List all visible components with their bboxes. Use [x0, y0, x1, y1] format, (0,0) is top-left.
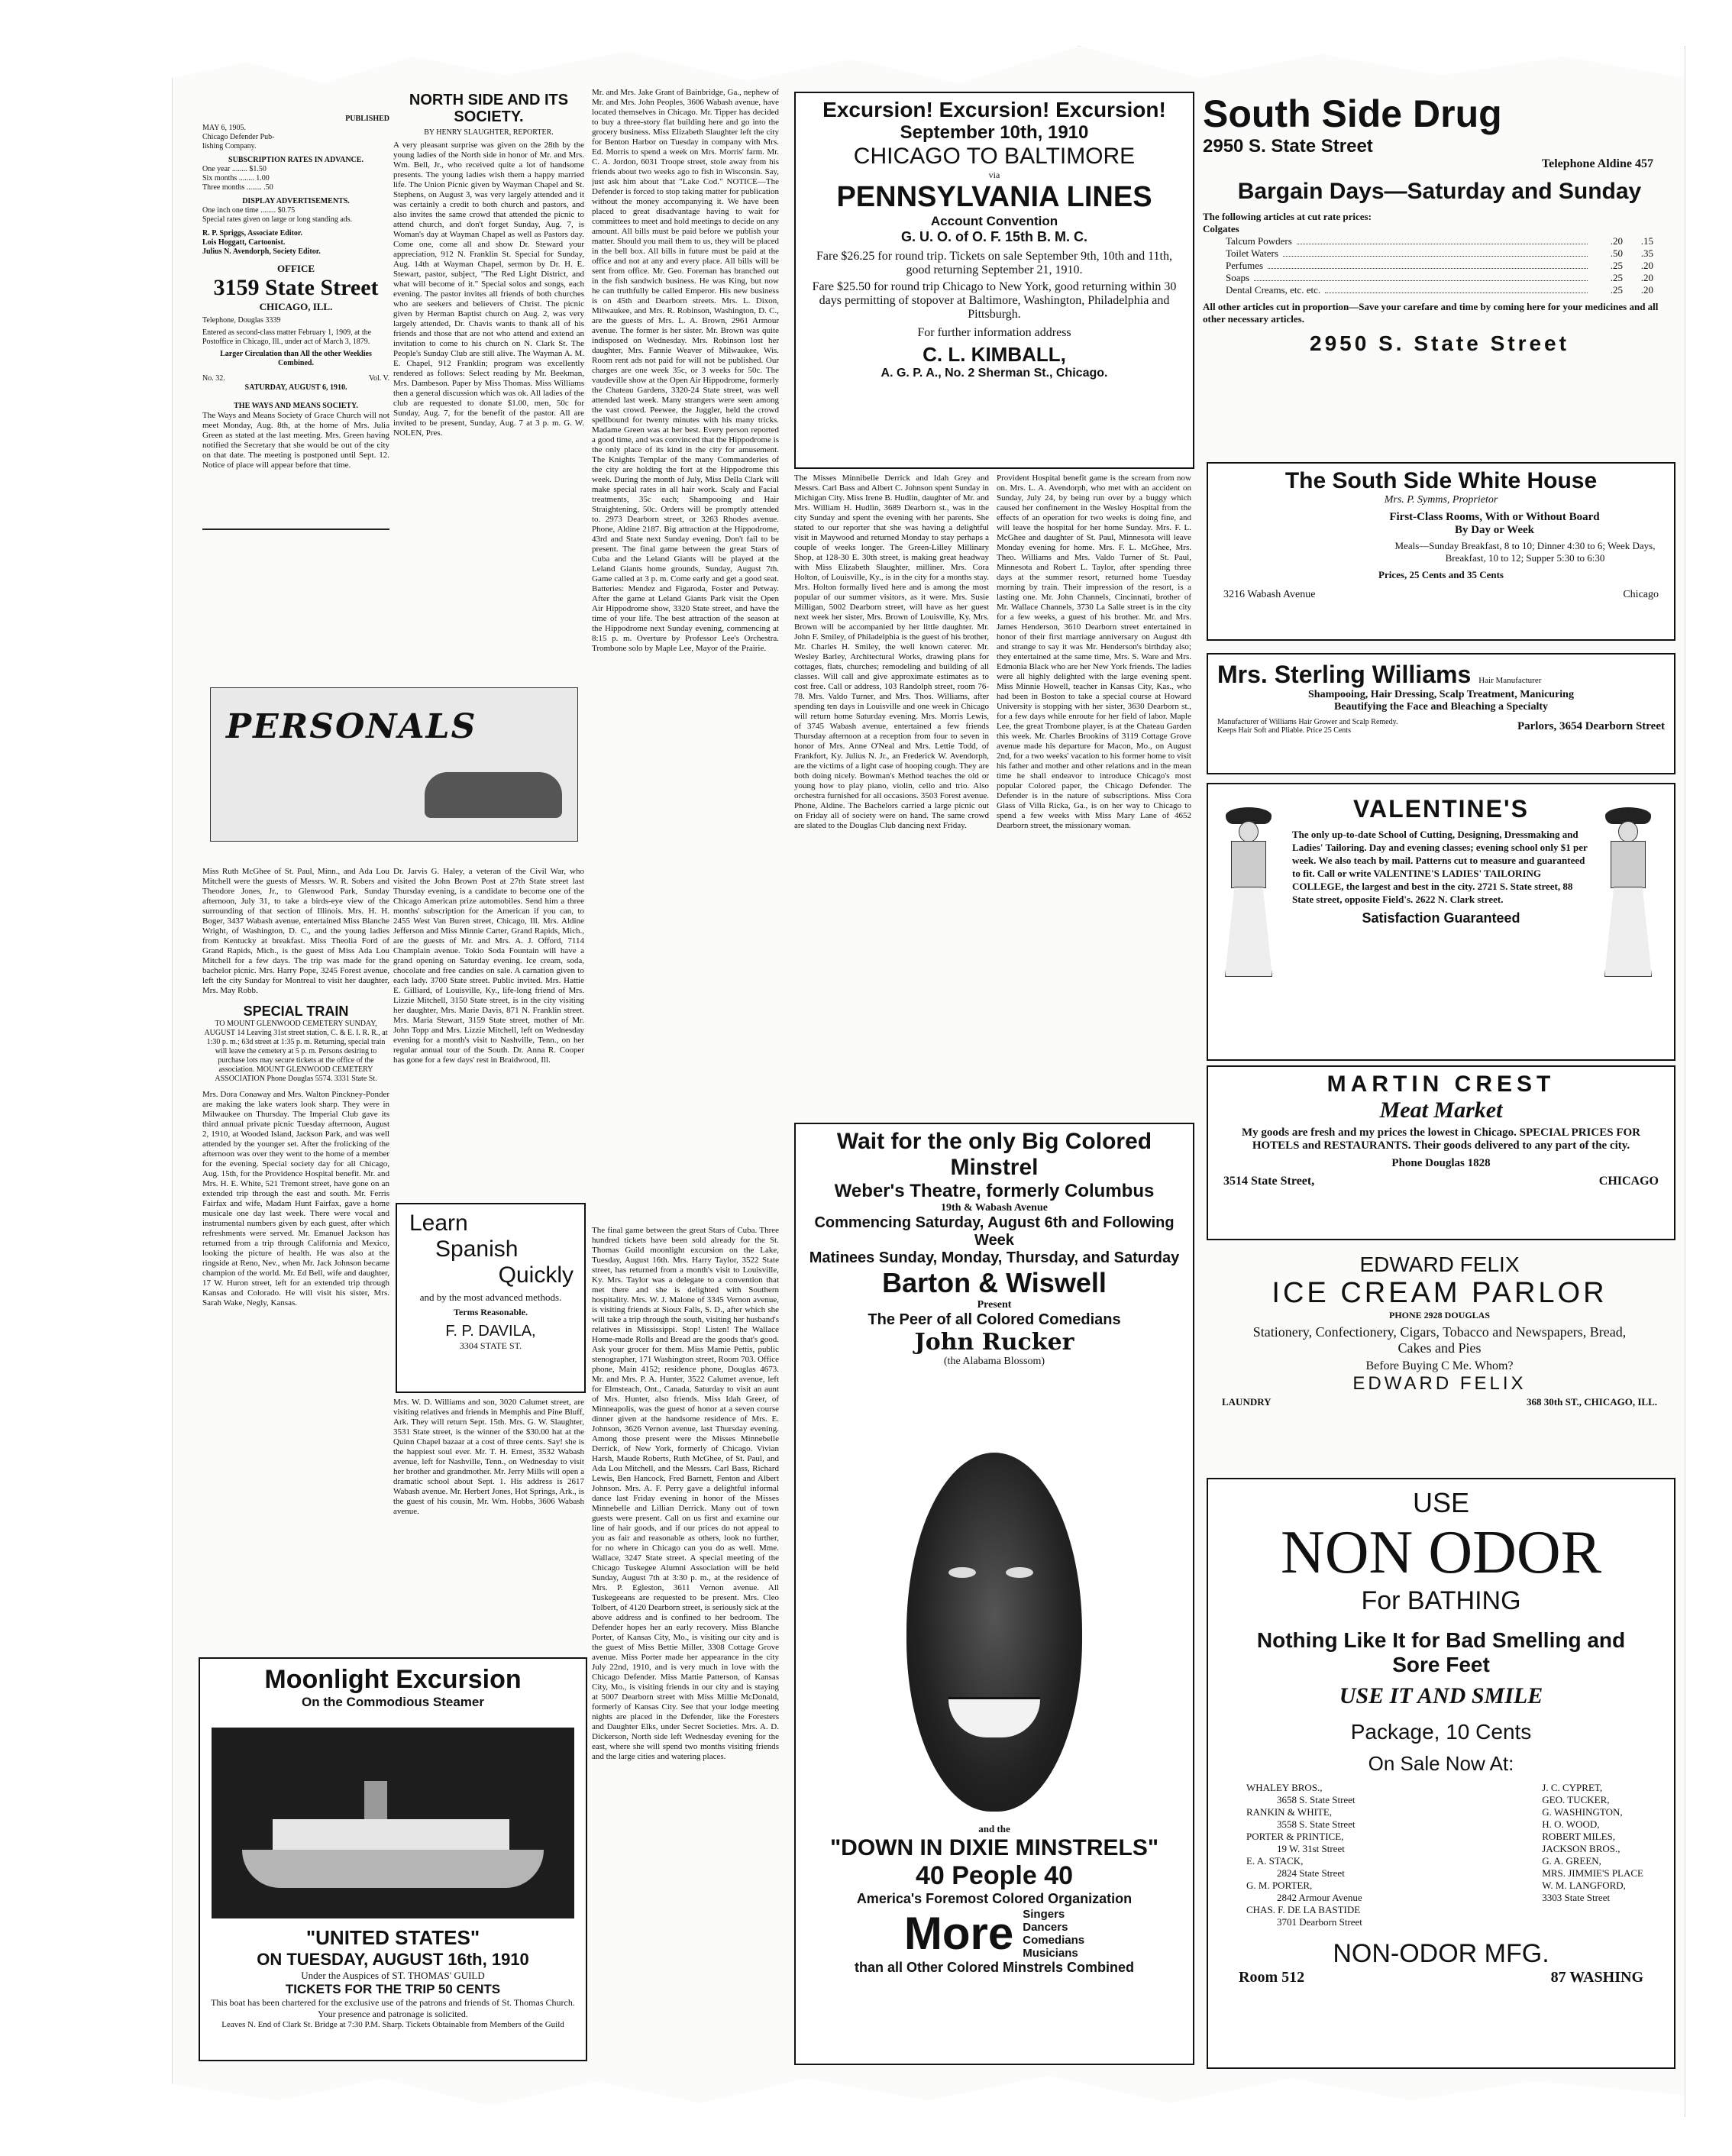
nonodor-sale: On Sale Now At: — [1368, 1752, 1514, 1775]
minstrel-america: America's Foremost Colored Organization — [856, 1891, 1133, 1906]
office-address: 3159 State Street — [213, 275, 379, 300]
display-rate: One inch one time ........ $0.75 — [202, 206, 296, 215]
valentine-title: VALENTINE'S — [1353, 795, 1529, 823]
special-train-title: SPECIAL TRAIN — [243, 1004, 349, 1019]
drug-footer: All other articles cut in proportion—Save your carefare and time by coming here for your medicines and all other necessary articles. — [1203, 301, 1659, 325]
spanish-address: 3304 STATE ST. — [459, 1340, 522, 1351]
felix-parlor: ICE CREAM PARLOR — [1272, 1277, 1608, 1309]
divider — [202, 528, 389, 530]
spanish-word: Spanish — [435, 1236, 519, 1262]
staff-line: Julius N. Avendorph, Society Editor. — [202, 247, 321, 256]
nonodor-room: Room 512 — [1239, 1969, 1305, 1986]
issue-number: No. 32. — [202, 374, 225, 383]
nonodor-dealers-right — [1542, 1782, 1643, 1928]
drug-item-name: Soaps — [1226, 272, 1250, 283]
masthead-company: lishing Company. — [202, 142, 257, 150]
white-house-proprietor: Mrs. P. Symms, Proprietor — [1384, 494, 1498, 506]
drug-price-row — [1226, 272, 1653, 284]
nonodor-dealer-line: J. C. CYPRET, — [1542, 1782, 1603, 1793]
nonodor-dealer-line: PORTER & PRINTICE, — [1246, 1831, 1344, 1842]
martin-phone: Phone Douglas 1828 — [1391, 1157, 1491, 1169]
minstrel-wait: Wait for the only Big Colored Minstrel — [836, 1129, 1152, 1180]
nonodor-dealer-line: MRS. JIMMIE'S PLACE — [1542, 1867, 1643, 1879]
drug-item-name: Toilet Waters — [1226, 247, 1278, 259]
drug-price-row — [1226, 284, 1653, 296]
rate-line: One year ........ $1.50 — [202, 165, 267, 173]
column-2-bottom — [393, 1398, 584, 1650]
nonodor-dealer-line: 2824 State Street — [1277, 1867, 1345, 1879]
column-4-right — [997, 474, 1191, 1115]
williams-beautify: Beautifying the Face and Bleaching a Specialty — [1334, 701, 1548, 713]
spanish-lessons-ad — [396, 1203, 586, 1393]
drug-item-price: .20 — [1610, 235, 1623, 247]
minstrel-show-ad — [794, 1123, 1194, 2065]
white-house-city: Chicago — [1623, 589, 1659, 600]
moonlight-excursion-ad — [199, 1657, 587, 2061]
spanish-learn: Learn — [409, 1211, 468, 1236]
moonlight-title: Moonlight Excursion — [264, 1665, 522, 1694]
reclining-woman-illustration — [425, 772, 562, 818]
personals-banner — [202, 680, 584, 855]
martin-title: MARTIN CREST — [1326, 1072, 1556, 1097]
staff-line: Lois Hoggatt, Cartoonist. — [202, 238, 286, 247]
white-house-title: The South Side White House — [1284, 468, 1598, 493]
drug-title: South Side Drug — [1203, 92, 1502, 135]
drug-phone: Telephone Aldine 457 — [1541, 157, 1653, 170]
martin-sub: Meat Market — [1379, 1097, 1503, 1123]
steamer-name: "UNITED STATES" — [305, 1926, 480, 1949]
excursion-date: September 10th, 1910 — [900, 122, 1089, 143]
nonodor-name: NON ODOR — [1281, 1519, 1601, 1586]
column-4-left-text: The Misses Minnibelle Derrick and Idah Grey and Messrs. Carl Bass and Albert C. Johnson spent Sunday in Michigan City. Miss Irene B. Hudlin, daughter of Mr. and Mrs. William H. Hudlin, 3689 Dearborn st., was in the city Sunday and spent the evening with her parents. She stated to our reporter that she was having a delightful visit in Maywood and returned Monday to stay perhaps a couple of weeks longer. The Green-Lilley Millinary Shop, at 128-30 E. 30th street, is making great headway with Miss Elizabeth Slaughter, milliner. Mrs. Cora Holton, of Louisville, Ky., is in the city for a months stay. Mrs. Holton formally lived here and is among the most popular of our summer visitors, as it were. Mrs. Susie Milligan, 5002 Dearborn street, will have as her guest next week her sister, Mrs. Brown of Louisville, Ky. Mrs. Brown will be accompanied by her little daughter. Mr. John F. Smiley, of Philadelphia is the guest of his brother, Mr. Charles H. Smiley, the well known caterer. Mr. Wesley Barley, Architectural Works, drawing plans for cottages, flats, churches; remodeling and building of all classes. Will call and give approximate estimates as to cost free. Call or address, 103 Randolph street, room 76-78. Mrs. Valdo Turner, and Mrs. Thos. Williams, after spending ten days in Louisville and one week in Chicago will return home Saturday evening. Mrs. Morris Lewis, of 3745 Wabash avenue, entertained a few friends Thursday afternoon at a reception from four to seven in honor of Mrs. Anne O'Neal and Mrs. Lettie Todd, of Frankfort, Ky. Julius N. Jr., an Frederick W. Avendorph, are the victims of a light case of hooping cough. They are both doing nicely. Bowman's Method teaches the old or young how to play piano, violin, cello and trio. Also orchestra furnished for all occasions. 3503 Forest avenue. Phone, Aldine. The Bachelors carried a large picnic out on Friday all of society were on hand. The same crowd are slated to the Douglas Club dancing next Friday. — [794, 474, 989, 830]
nonodor-dealer-line: G. M. PORTER, — [1246, 1880, 1313, 1891]
felix-laundry: LAUNDRY — [1222, 1396, 1272, 1408]
column-3-bottom-text: The final game between the great Stars of Cuba. Three hundred tickets have been sold already for the St. Thomas Guild moonlight excursion on the Lake, Tuesday, August 16th. Mrs. Harry Taylor, 3522 State street, has returned from a month's visit to Louisville, Ky. Mrs. Taylor was a delegate to a convention that met there and she is delighted with Southern hospitality. Mrs. W. J. Malone of 3345 Vernon avenue, is visiting friends at Sioux Falls, S. D., after which she will take a trip through the south, visiting her husband's relatives in Mississippi. Stop! Listen! The Wallace Home-made Rolls and Bread are the goods that's good. Ask your grocer for them. Miss Mamie Pettis, public stenographer, 171 Washington street, Room 703. Office phone, Main 4152; residence phone, Douglas 4673. Mr. and Mrs. P. A. Hunter, 3522 Calumet avenue, left for Elmsteach, Ont., Canada, Saturday to visit an aunt of Mrs. Hunter, also friends. Miss Idah Greer, of Minneapolis, was the guest of honor at a seven course dinner given at the handsome residence of Mrs. E. Johnson, 3626 Vernon avenue, last Thursday evening. Among those present were the Misses Minnebelle Derrick, of New York, formerly of Chicago. Vivian Harsh, Maude Roberts, Ruth McGhee, of St. Paul, and Ada Lou Mitchell, and the Messrs. Carl Bass, Richard Lewis, Ben Hancock, Fred Barnett, Fenton and Albert Johnson. Mrs. A. F. Perry gave a delightful informal dance last Friday evening in honor of the Misses Minnebelle and Lillian Derrick. Many out of town guests were present. Call on us first and examine our line of hair goods, and if our prices do not appeal to you as fair and reasonable as others, look no further, for no where in Chicago can you do as well. Mme. Wallace, 3247 State street. A special meeting of the Chicago Tuskegee Alumni Association will be held Sunday, August 7th at 3:30 p. m., at the residence of Mrs. P. Egleston, 3611 Vernon avenue. All Tuskegeeans are requested to be present. Mrs. Cleo Tolbert, of 4120 Dearborn street, is seriously sick at the above address and is confined to her bedroom. The Defender hopes her an early recovery. Miss Blanche Porter, of Kansas City, Mo., is visiting our city and is the guest of Miss Bettie Miller, 3308 Cottage Grove avenue. Miss Porter made her appearance in the city July 22nd, 1910, and is very much in love with the Chicago Defender. Miss Mattie Patterson, of Kansas City, Mo., is visiting friends in our city and is staying at 5007 Dearborn street with Miss Millie McDonald, formerly of Kansas City. See that your lodge meeting nights are placed in the Defender, like the Foresters and Daughter Elks, under Secret Societies. Mrs. A. D. Dickerson, North side left Wednesday evening for the east, where she will spend two months visiting friends and the large cities and watering places. — [592, 1226, 779, 1761]
nonodor-address-row — [1208, 1969, 1674, 1986]
nonodor-dealer-line: CHAS. F. DE LA BASTIDE — [1246, 1904, 1361, 1915]
martin-address: 3514 State Street, — [1223, 1175, 1315, 1188]
minstrel-more-item: Dancers — [1023, 1920, 1068, 1934]
nonodor-dealer-line: JACKSON BROS., — [1542, 1843, 1621, 1854]
excursion-fare-1: Fare $26.25 for round trip. Tickets on sale September 9th, 10th and 11th, good returning September 21, 1910. — [816, 250, 1172, 276]
excursion-top: Excursion! Excursion! Excursion! — [822, 98, 1166, 121]
excursion-line: PENNSYLVANIA LINES — [836, 181, 1152, 213]
minstrel-address: 19th & Wabash Avenue — [941, 1202, 1048, 1214]
minstrel-more: More — [903, 1908, 1014, 1959]
martin-text: My goods are fresh and my prices the lowest in Chicago. SPECIAL PRICES FOR HOTELS and RESTAURANTS. Their goods delivered to any part of the city. — [1242, 1126, 1640, 1152]
nonodor-dealer-line: WHALEY BROS., — [1246, 1782, 1323, 1793]
nonodor-for: For BATHING — [1361, 1586, 1521, 1615]
white-house-prices: Prices, 25 Cents and 35 Cents — [1378, 569, 1504, 580]
drug-item-price: .25 — [1610, 284, 1623, 296]
nonodor-mfg: NON-ODOR MFG. — [1333, 1939, 1549, 1968]
minstrel-more-item: Singers — [1023, 1907, 1065, 1921]
nonodor-package: Package, 10 Cents — [1350, 1720, 1532, 1744]
minstrel-peer: The Peer of all Colored Comedians — [868, 1311, 1121, 1328]
excursion-convention: Account Convention — [930, 214, 1058, 228]
drug-price-row — [1226, 247, 1653, 260]
felix-signature: EDWARD FELIX — [1352, 1373, 1527, 1394]
williams-tag: Hair Manufacturer — [1478, 676, 1542, 685]
nonodor-dealer-line: 3701 Dearborn Street — [1277, 1916, 1362, 1928]
nonodor-dealer-line: H. O. WOOD, — [1542, 1818, 1600, 1830]
drug-item-sale-price: .20 — [1640, 272, 1653, 283]
white-house-footer — [1208, 581, 1674, 601]
steamer-illustration — [212, 1728, 574, 1918]
white-house-rooms: First-Class Rooms, With or Without Board By Day or Week — [1389, 511, 1600, 536]
circulation-note: Larger Circulation than All the other Weeklies Combined. — [220, 350, 372, 367]
minstrel-more-item: Comedians — [1023, 1933, 1085, 1947]
felix-phone: PHONE 2928 DOUGLAS — [1388, 1310, 1490, 1320]
north-side-title: NORTH SIDE AND ITS SOCIETY. — [409, 92, 569, 125]
moonlight-date: ON TUESDAY, AUGUST 16th, 1910 — [257, 1950, 529, 1969]
moonlight-auspices: Under the Auspices of ST. THOMAS' GUILD — [301, 1970, 485, 1981]
column-2-middle — [393, 867, 584, 1195]
edward-felix-ad — [1207, 1245, 1672, 1455]
drug-item-price: .25 — [1610, 272, 1623, 283]
drug-price-list — [1203, 235, 1676, 296]
nonodor-use: USE — [1412, 1487, 1470, 1518]
column-3-text: Mr. and Mrs. Jake Grant of Bainbridge, Ga., nephew of Mr. and Mrs. John Peoples, 3606 Wabash avenue, have located themselves in Chicago. Mr. Tipper has decided to buy a three-story flat building here and go into the grocery business. Miss Elizabeth Slaughter left the city for Benton Harbor on Tuesday in company with Mrs. Ed. Morris to spend a week on Mrs. Morris' farm. Mr. C. A. Jordon, 6031 Troope street, stole away from his friends about two weeks ago to fish in Wisconsin. Say, just ask him about that "Lake Cod." NOTICE—The Defender is forced to stop taking matter for publication without the money accompanying it. We have been placed to great disadvantage having to wait for committees to meet and hold meetings to decide on any amount. All bills must be paid before we publish your matter. Should you mail them to us, they will be placed in the bell box. All bills in future must be paid at the office and not at any and every place. All bills will be sent from office. Mr. Geo. Foreman has branched out in the fish sandwich business. He was King, but now he can truthfully be called Emperor. His new business is on 45th and Dearborn streets. Mrs. L. Dixon, Milwaukee, and Mrs. R. Robinson, Washington, D. C., are the guests of Mrs. L. A. Brown, 2961 Armour avenue. The former is her sister. Mr. Brown was quite indisposed on Wednesday. Mrs. Robinson lost her daughter, Mrs. Fannie Weaver of Milwaukee, Wis. Room rent ads not paid for will not be published. Our charges are one week 35c, or 3 weeks for 50c. The vaudeville show at the Open Air Hippodrome, formerly the Chateau Gardens, 3320-24 State street, was well attended last week. Many strangers were seen among the vast crowd. Peewee, the Juggler, held the crowd spellbound for twenty minutes with his many tricks. Madame Green was at her best. Every person reported a good time, and was convinced that the Hippodrome is the only place of its kind in the city for amusement. The Knights Templar of the many Commanderies of the city are holding the fort at the Hippodrome this week. During the month of July, Miss Della Clark will make special rates in all hair work. Scaly and Facial treatments, 35c each; Shampooing and Hair Straightening, 50c. Orders will be promptly attended to. 2973 Dearborn street, or 3263 Rhodes avenue. Phone, Aldine 2187. Big attraction at the Hippodrome, 43rd and State next Sunday evening. Don't fail to be present. The final game between the great Stars of Cuba and the Leland Giants will be played at the Leland Giants home grounds, Sunday, August 7th. Game called at 3 p. m. Come early and get a good seat. Batteries: Mendez and Figaroda, Foster and Petway. After the game at Leland Giants Park visit the Open Air Hippodrome show, 3320 State street, and have the time of your life. The best attraction of the season at the Hippodrome next Sunday evening, commencing at 8:15 p. m. Overture by Professor Lee's Orchestra. Trombone solo by Maple Lee, Mayor of the Prairie. — [592, 88, 779, 653]
nonodor-dealer-line: ROBERT MILES, — [1542, 1831, 1616, 1842]
minstrel-more-list — [1023, 1908, 1084, 1960]
drug-store-ad — [1203, 92, 1676, 454]
white-house-ad — [1207, 462, 1675, 641]
issue-row — [202, 374, 389, 383]
nonodor-smile: USE IT AND SMILE — [1339, 1683, 1543, 1708]
minstrel-present: Present — [977, 1299, 1012, 1311]
williams-title: Mrs. Sterling Williams — [1217, 661, 1472, 688]
drug-address-big: 2950 S. State Street — [1310, 331, 1569, 355]
column-3-bottom — [592, 1226, 779, 2066]
spanish-terms: Terms Reasonable. — [454, 1307, 528, 1317]
subscription-rates-title: SUBSCRIPTION RATES IN ADVANCE. — [228, 156, 364, 164]
personals-text-2: Mrs. Dora Conaway and Mrs. Walton Pinckney-Ponder are making the lake waters look sharp. They were in Milwaukee on Thursday. The Imperial Club gave its third annual private picnic Tuesday afternoon, August 2, 1910, at Wooded Island, Jackson Park, and was well attended by the younger set. After the frolicking of the afternoon was over they went to the home of a member for the evening. Special society day for all Chicago, Aug. 15th, for the Providence Hospital benefit. Mr. and Mrs. H. E. White, 521 Tremont street, have gone on an extended trip through the east and south. Mr. Ferris Fairfax and wife, Madam Hunt Fairfax, gave a home musicale one day last week. There were vocal and instrumental numbers given by each guest, after which refreshments were served. Mr. Emanuel Jackson has returned from a trip through California and Mexico, looking the picture of health. He was also at the ringside at Reno, Nev., when Mr. Jack Johnson became champion of the world. Mr. Ed Bell, wife and daughter, 17 W. Huron street, left for an extended trip through Kansas and Colorado. He will visit his sister, Mrs. Sarah Wake, Negly, Kansas. — [202, 1090, 389, 1307]
valentine-footer: Satisfaction Guaranteed — [1362, 910, 1520, 926]
drug-item-name: Dental Creams, etc. etc. — [1226, 284, 1321, 296]
nonodor-dealer-line: 2842 Armour Avenue — [1277, 1892, 1362, 1903]
column-2-text: Dr. Jarvis G. Haley, a veteran of the Civil War, who visited the John Brown Post at 27th State street last Thursday evening, is a candidate to become one of the Chicago American prize automobiles. Send him a three months' subscription for the American if you can, to 2455 West Van Buren street, Chicago, Ill. Mrs. Aldine Jefferson and Miss Minnie Carter, Grand Rapids, Mich., are the guests of Mr. and Mrs. A. J. Offord, 7114 Champlain avenue. Tokio Soda Fountain will have a grand opening on Saturday evening. Ice cream, soda, chocolate and free candies on sale. A carnation given to each lady. 3700 State street. Public invited. Mrs. Hattie E. Gilliard, of Louisville, Ky., life-long friend of Mrs. Lizzie Mitchell, 3150 State street, is in the city visiting her daughter, Mrs. Marie Davis, 871 N. Franklin street. Mrs. Maria Stewart, 3159 State street, mother of Mr. John Topp and Mrs. Lizzie Mitchell, left on Wednesday evening for a month's visit to Nashville, Tenn., on her regular annual tour of the South. Dr. Anna R. Cooper has gone for a few days' rest in Braidwood, Ill. — [393, 867, 584, 1065]
office-label: OFFICE — [276, 263, 315, 274]
drug-item-sale-price: .20 — [1640, 260, 1653, 271]
staff-line: R. P. Spriggs, Associate Editor. — [202, 229, 302, 238]
nonodor-dealer-line: RANKIN & WHITE, — [1246, 1806, 1333, 1818]
minstrel-nick: (the Alabama Blossom) — [943, 1356, 1045, 1367]
special-train-text: TO MOUNT GLENWOOD CEMETERY SUNDAY, AUGUST 14 Leaving 31st street station, C. & E. I. R. R., at 1:30 p. m.; 63d street at 1:35 p. m. Returning, special train will leave the cemetery at 5 p. m. Persons desiring to purchase lots may secure tickets at the office of the association. MOUNT GLENWOOD CEMETERY ASSOCIATION Phone Douglas 5574. 3331 State St. — [204, 1020, 388, 1083]
excursion-info: For further information address — [917, 326, 1071, 339]
minstrel-star: John Rucker — [914, 1329, 1074, 1356]
spanish-methods: and by the most advanced methods. — [419, 1291, 562, 1303]
issue-date: SATURDAY, AUGUST 6, 1910. — [244, 383, 347, 392]
moonlight-leaves: Leaves N. End of Clark St. Bridge at 7:30 P.M. Sharp. Tickets Obtainable from Members of the Guild — [221, 2020, 564, 2029]
ways-means-text: The Ways and Means Society of Grace Church will not meet Monday, Aug. 8th, at the home of Mrs. Julia Green as stated at the last meeting. Mrs. Green having notified the Secretary that she would be out of the city on that date. The meeting is postponed until Sept. 12. Notice of place will appear before that time. — [202, 411, 389, 470]
excursion-via: via — [988, 170, 1000, 180]
moonlight-sub: On the Commodious Steamer — [302, 1695, 484, 1709]
masthead-published: PUBLISHED — [345, 115, 389, 123]
martin-city: CHICAGO — [1598, 1175, 1659, 1188]
drug-item-name: Talcum Powders — [1226, 235, 1292, 247]
nonodor-dealer-line: 19 W. 31st Street — [1277, 1843, 1345, 1854]
excursion-agent-title: A. G. P. A., No. 2 Sherman St., Chicago. — [881, 367, 1108, 380]
nonodor-dealer-line: GEO. TUCKER, — [1542, 1794, 1610, 1805]
valentines-ad — [1207, 783, 1675, 1061]
felix-goods: Stationery, Confectionery, Cigars, Tobacco and Newspapers, Bread, Cakes and Pies — [1252, 1324, 1627, 1356]
minstrel-show-name: "DOWN IN DIXIE MINSTRELS" — [829, 1835, 1159, 1860]
nonodor-dealers-left — [1246, 1782, 1362, 1928]
williams-parlors: Parlors, 3654 Dearborn Street — [1517, 719, 1665, 732]
nonodor-nothing: Nothing Like It for Bad Smelling and Sore Feet — [1256, 1628, 1626, 1676]
martin-footer — [1208, 1170, 1674, 1188]
masthead-founded: MAY 6, 1905. — [202, 124, 247, 132]
felix-address: 368 30th ST., CHICAGO, ILL. — [1527, 1396, 1657, 1408]
masthead-publisher: Chicago Defender Pub- — [202, 133, 275, 141]
williams-services: Shampooing, Hair Dressing, Scalp Treatment, Manicuring — [1308, 689, 1574, 700]
nonodor-dealer-line: 3303 State Street — [1542, 1892, 1611, 1903]
minstrel-people: 40 People 40 — [915, 1861, 1073, 1890]
column-2-top — [393, 92, 584, 672]
drug-item-price: .50 — [1610, 247, 1623, 259]
excursion-fare-2: Fare $25.50 for round trip Chicago to New York, good returning within 30 days permitting of stopover at Baltimore, Washington, Philadelphia and Pittsburgh. — [812, 280, 1177, 321]
minstrel-theatre: Weber's Theatre, formerly Columbus — [834, 1181, 1155, 1201]
nonodor-dealer-line: E. A. STACK, — [1246, 1855, 1304, 1867]
north-side-text: A very pleasant surprise was given on the 28th by the young ladies of the North side in honor of Mr. and Mrs. Wm. Bell, Jr., who received quite a lot of handsome presents. The young ladies wish them a happy married life. The Union Picnic given by Wayman Chapel and St. Stephens, on August 3, was very largely attended and it was certainly a credit to both church and pastors, and also invites the same crowd that attended the picnic to attend church, and don't forget Sunday, Aug. 7, is Woman's day at Wayman Chapel as well as Pastors day. Come one, come all and show Dr. Steward your appreciation, 912 N. Franklin St. Special for Sunday, Aug. 14th at Wayman Chapel, sermon by Dr. H. E. Stewart, pastor, subject, "The Red Light District, and what will become of it." Special solos and songs, each evening. The pastor invites all friends of both churches who are seekers and believers of Christ. The picnic given by Herman Baptist church on Aug. 2, was very largely attended, Dr. Chavis wants to thank all of his friends and those that are not who attend and extend an invitation to come to his church on N. Clark St. The People's Sunday Club are still alive. The Wayman A. M. E. Chapel, 912 Franklin; program was excellently rendered as follows: Select reading by Mr. Beekman, Mrs. Dambeson. Paper by Miss Thomas. Miss Williams then a general discussion which was ok. All ladies of the club are requested to donate $1.00, men, 50c for Sunday, Aug. 7, for the benefit of the pastor. All are invited to be present, Sunday, Aug. 7 at 3 p. m. G. W. NOLEN, Pres. — [393, 141, 584, 438]
nonodor-dealers — [1208, 1776, 1674, 1928]
display-rate: Special rates given on large or long standing ads. — [202, 215, 353, 224]
drug-bargain: Bargain Days—Saturday and Sunday — [1237, 179, 1642, 204]
drug-address: 2950 S. State Street — [1203, 136, 1373, 157]
john-rucker-portrait — [906, 1453, 1082, 1812]
moonlight-tickets: TICKETS FOR THE TRIP 50 CENTS — [285, 1982, 501, 1996]
drug-item-price: .25 — [1610, 260, 1623, 271]
minstrel-more-item: Musicians — [1023, 1946, 1078, 1960]
non-odor-ad — [1207, 1478, 1675, 2069]
nonodor-dealer-line: W. M. LANGFORD, — [1542, 1880, 1626, 1891]
drug-item-sale-price: .20 — [1640, 284, 1653, 296]
minstrel-than: than all Other Colored Minstrels Combined — [854, 1960, 1135, 1975]
rate-line: Three months ........ .50 — [202, 183, 273, 192]
personals-banner-title: PERSONALS — [226, 707, 477, 746]
drug-item-sale-price: .35 — [1640, 247, 1653, 259]
north-side-byline: BY HENRY SLAUGHTER, REPORTER. — [424, 128, 554, 137]
sterling-williams-ad — [1207, 653, 1675, 774]
excursion-agent: C. L. KIMBALL, — [923, 343, 1066, 366]
telephone: Telephone, Douglas 3339 — [202, 316, 281, 325]
minstrel-and: and the — [978, 1823, 1010, 1834]
nonodor-addr: 87 WASHING — [1550, 1969, 1643, 1986]
column-3-top — [592, 88, 779, 1218]
excursion-order: G. U. O. of O. F. 15th B. M. C. — [900, 229, 1087, 244]
rate-line: Six months ........ 1.00 — [202, 174, 270, 183]
williams-note: Manufacturer of Williams Hair Grower and Scalp Remedy. Keeps Hair Soft and Pliable. Price 25 Cents — [1217, 718, 1398, 735]
drug-item-sale-price: .15 — [1640, 235, 1653, 247]
drug-item-name: Perfumes — [1226, 260, 1264, 271]
excursion-route: CHICAGO TO BALTIMORE — [853, 144, 1136, 169]
column-4-right-text: Provident Hospital benefit game is the scream from now on. Mrs. L. A. Avendorph, who met with an accident on Sunday, July 24, by being run over by a buggy which caused her confinement in the Wesley Hospital from the effects of an operation for two weeks is doing fine, and will leave the hospital for her home Sunday. Mrs. F. L. McGhee and daughter of St. Paul, Minnesota will leave Monday evening for home. Mrs. F. L. McGhee, Mrs. Theo. Williams and Mrs. Valdo Turner of St. Paul, Minnesota and Robert L. Taylor, after spending three days at the summer resort, returned home Tuesday morning by train. Their impression of the resort, is a lasting one. Mr. John Channels, Cincinnati, brother of Mr. Wallace Channels, 3730 La Salle street is in the city for a few weeks, a guest of his brother. Mr. and Mrs. James Henderson, 3610 Dearborn street entertained in honor of their first marriage anniversary on August 4th and strange to say it was Mr. Henderson's birthday also; they entertained at the same time, Mrs. S. Ware and Mrs. Edmonia Black who are her New York friends. The ladies were all highly delighted with the large evening spent. Miss Minnie Howell, teacher in Kansas City, Kas., who had been in Boston to take a special course at Howard University is stopping with her sister, 3630 Dearborn st., for a few days while enroute for her field of labor. Maple Lee, the great Trombone player, is at the Chateau Garden this week. Mr. Charles Brookins of 3119 Cottage Grove avenue made his departure for Macon, Mo., on August 2nd, for a two weeks' vacation to his former home to visit his father and mother and other relations and in the mean time he shall endeavor to introduce Chicago's most popular Colored paper, the Chicago Defender. The Defender is in the nature of subscriptions. Miss Cora Glass of Villa Ricka, Ga., is on her way to Chicago to spend a few weeks with Miss Mary Lane of 4652 Dearborn street, the missionary woman. — [997, 474, 1191, 830]
felix-name: EDWARD FELIX — [1359, 1253, 1520, 1276]
pennsylvania-excursion-ad — [794, 92, 1194, 469]
column-2-bottom-text: Mrs. W. D. Williams and son, 3020 Calumet street, are visiting relatives and friends in Memphis and Pine Bluff, Ark. They will return Sept. 15th. Mrs. G. W. Slaughter, 3531 State street, is the winner of the $30.00 hat at the Quinn Chapel bazaar at a cost of three cents. Say! she is the happiest soul ever. Mr. T. H. Ernest, 3532 Wabash avenue, left for Nashville, Tenn., on Wednesday to visit her brother and grandmother. Mr. Jerry Mills will open a dramatic school about Sept. 1. His address is 2617 Wabash avenue. Mr. Herbert Jones, Hot Springs, Ark., is the guest of his cousin, Mr. Wm. Hobbs, 3606 Wabash avenue. — [393, 1398, 584, 1516]
volume: Vol. V. — [369, 374, 389, 383]
nonodor-dealer-line: G. A. GREEN, — [1542, 1855, 1601, 1867]
fashion-lady-illustration — [1601, 807, 1655, 975]
spanish-quickly: Quickly — [498, 1262, 574, 1288]
ways-means-title: THE WAYS AND MEANS SOCIETY. — [234, 402, 358, 410]
drug-price-row — [1226, 235, 1653, 247]
minstrel-commencing: Commencing Saturday, August 6th and Following Week — [814, 1214, 1175, 1249]
drug-brand: Colgates — [1203, 223, 1239, 234]
nonodor-dealer-line: 3558 S. State Street — [1277, 1818, 1356, 1830]
column-4-left — [794, 474, 989, 1115]
spanish-teacher: F. P. DAVILA, — [445, 1323, 536, 1340]
minstrel-company: Barton & Wiswell — [882, 1267, 1107, 1298]
office-city: CHICAGO, ILL. — [259, 301, 333, 312]
white-house-meals: Meals—Sunday Breakfast, 8 to 10; Dinner 4:30 to 6; Week Days, Breakfast, 10 to 12; Supper 5:30 to 6:30 — [1394, 540, 1656, 564]
felix-footer — [1207, 1395, 1672, 1408]
martin-crest-ad — [1207, 1065, 1675, 1240]
personals-text: Miss Ruth McGhee of St. Paul, Minn., and Ada Lou Mitchell were the guests of Messrs. W. R. Sobers and Theodore Jones, Jr., to Glenwood Park, Sunday afternoon, July 31, to take a birds-eye view of the surrounding of that section of Illinois. Mrs. H. H. Boger, 3437 Wabash avenue, entertained Miss Blanche Wright, of Washington, D. C., and the young ladies from Kentucky at breakfast. Miss Theolia Ford of Grand Rapids, Mich., is the guest of Miss Ada Lou Mitchell for a few days. The trip was made for the bachelor picnic. Mrs. Harry Pope, 3245 Forest avenue, left the city Sunday for Montreal to visit her daughter, Mrs. May Robb. — [202, 867, 389, 995]
drug-intro: The following articles at cut rate prices: — [1203, 211, 1372, 222]
white-house-address: 3216 Wabash Avenue — [1223, 589, 1316, 600]
minstrel-matinees: Matinees Sunday, Monday, Thursday, and Saturday — [809, 1249, 1180, 1266]
drug-price-row — [1226, 260, 1653, 272]
moonlight-chartered: This boat has been chartered for the exclusive use of the patrons and friends of St. Thomas Church. Your presence and patronage is solicited. — [211, 1997, 575, 2019]
felix-question: Before Buying C Me. Whom? — [1365, 1359, 1514, 1372]
display-ads-title: DISPLAY ADVERTISEMENTS. — [242, 197, 350, 205]
entered-note: Entered as second-class matter February 1, 1909, at the Postoffice in Chicago, Ill., under act of March 3, 1879. — [202, 328, 372, 346]
nonodor-dealer-line: 3658 S. State Street — [1277, 1794, 1356, 1805]
nonodor-dealer-line: G. WASHINGTON, — [1542, 1806, 1623, 1818]
fashion-lady-illustration — [1222, 807, 1275, 975]
valentine-text: The only up-to-date School of Cutting, Designing, Dressmaking and Ladies' Tailoring. Day and evening classes; evening school only $1 per week. We also teach by mail. Patterns cut to measure and guaranteed to fit. Call or write VALENTINE'S LADIES' TAILORING COLLEGE, the largest and best in the city. 2721 S. State street, 88 State street, opposite Field's. 2622 N. Clark street. — [1292, 829, 1588, 905]
